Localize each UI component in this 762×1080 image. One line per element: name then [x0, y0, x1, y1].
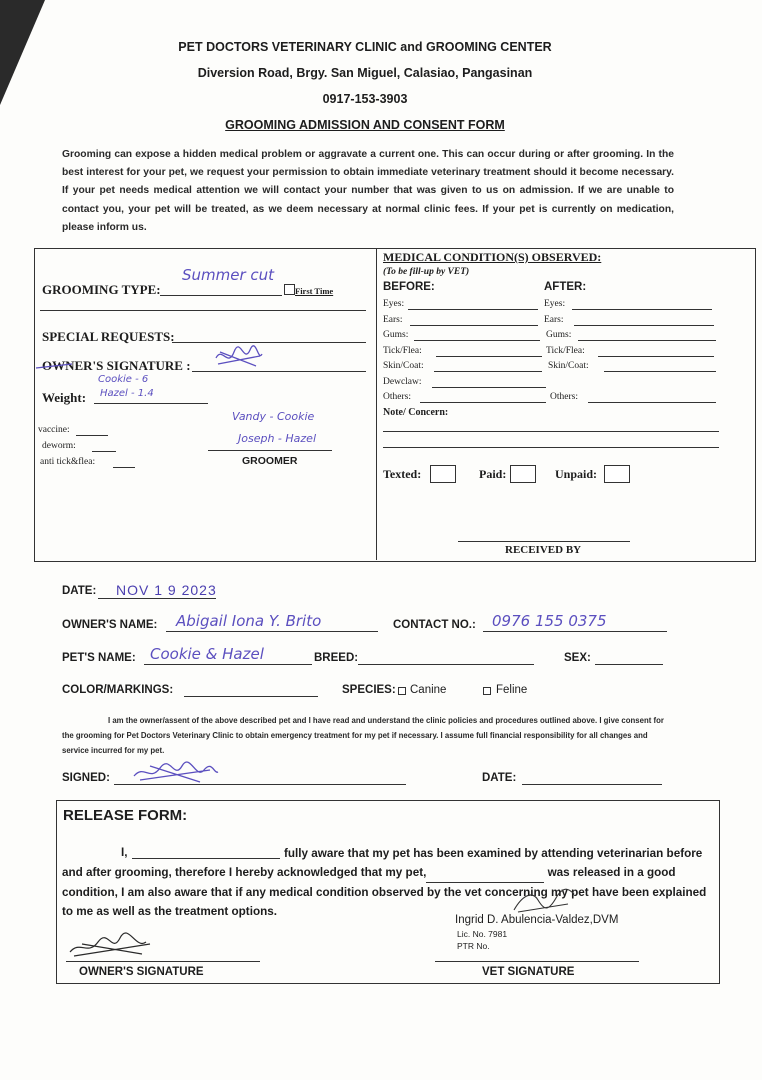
before-skin-line [434, 371, 542, 372]
intro-paragraph: Grooming can expose a hidden medical problem or aggravate a current one. This can occur during or after grooming. In the best interest for your pet, we request your permission to obtain immediate veterinary treatment should it become necessary. If your pet needs medical attention we will contact your number that was given to us on admission. If we are unable to contact you, your pet will be treated, as we deem necessary at normal clinic fees. If your pet is currently on medication, please inform us. [62, 149, 674, 233]
received-by-label: RECEIVED BY [505, 544, 582, 556]
texted-label: Texted: [383, 467, 422, 481]
after-skin: Skin/Coat: [548, 361, 589, 371]
medical-title: MEDICAL CONDITION(S) OBSERVED: [383, 250, 602, 264]
texted-checkbox[interactable] [430, 465, 456, 483]
deworm-line [92, 451, 116, 452]
feline-label: Feline [496, 684, 528, 696]
before-ears-line [410, 325, 538, 326]
owner-name-value: Abigail Iona Y. Brito [176, 612, 322, 630]
weight-line [94, 403, 208, 404]
weight-cookie: Cookie - 6 [98, 374, 149, 385]
pet-name-value: Cookie & Hazel [150, 645, 264, 663]
before-others-line [420, 402, 546, 403]
weight-label: Weight: [42, 390, 87, 405]
unpaid-checkbox[interactable] [604, 465, 630, 483]
after-tick-line [598, 356, 714, 357]
consent-text: I am the owner/assent of the above described pet and I have read and understand the clinic policies and procedures outlined above. I give consent for the grooming for Pet Doctors Veterinary Clinic to obtain emergency treatment for my pet if necessary. I assume full financial responsibility for all changes and service incurred for my pet. [62, 716, 664, 755]
owner-name-label: OWNER'S NAME: [62, 619, 158, 631]
color-markings-line [184, 696, 318, 697]
release-title: RELEASE FORM: [63, 807, 188, 824]
release-pet-line [426, 863, 544, 883]
canine-checkbox[interactable] [398, 687, 406, 695]
species-label: SPECIES: [342, 684, 396, 696]
note-line-1 [383, 431, 719, 432]
before-skin: Skin/Coat: [383, 361, 424, 371]
note-label: Note/ Concern: [383, 407, 449, 418]
form-title: GROOMING ADMISSION AND CONSENT FORM [225, 118, 505, 132]
after-ears-line [574, 325, 714, 326]
feline-checkbox[interactable] [483, 687, 491, 695]
date-line [98, 598, 216, 599]
before-gums: Gums: [383, 330, 409, 340]
pet-name-line [144, 664, 312, 665]
contact-label: CONTACT NO.: [393, 619, 476, 631]
first-time-checkbox[interactable] [284, 284, 295, 295]
weight-hazel: Hazel - 1.4 [100, 388, 154, 399]
before-eyes: Eyes: [383, 299, 405, 309]
after-eyes: Eyes: [544, 299, 566, 309]
release-text-part-2: was released in a good condition, I am also aware that if any medical condition observed by the vet concerning my pet have been explained to me as well as the treatment options. [62, 866, 707, 918]
grooming-type-line [160, 295, 282, 296]
contact-value: 0976 155 0375 [492, 612, 607, 630]
signed-label: SIGNED: [62, 772, 110, 784]
sex-line [595, 664, 663, 665]
after-others: Others: [550, 392, 578, 402]
owner-name-line [166, 631, 378, 632]
date2-line [522, 784, 662, 785]
groomer-line [208, 450, 332, 451]
grooming-type-value: Summer cut [182, 266, 275, 284]
before-dewclaw: Dewclaw: [383, 377, 422, 387]
owner-sig-line [66, 961, 260, 962]
groomer-hazel: Joseph - Hazel [238, 432, 316, 445]
box-divider [376, 249, 377, 560]
clinic-phone: 0917-153-3903 [322, 92, 408, 106]
paid-checkbox[interactable] [510, 465, 536, 483]
contact-line [483, 631, 667, 632]
vaccine-line [76, 435, 108, 436]
received-by-line [458, 541, 630, 542]
before-others: Others: [383, 392, 411, 402]
color-markings-label: COLOR/MARKINGS: [62, 684, 174, 696]
before-eyes-line [408, 309, 538, 310]
after-gums-line [578, 340, 716, 341]
before-tick-line [436, 356, 542, 357]
owner-signature-scribble [212, 344, 264, 372]
breed-line [358, 664, 534, 665]
owner-sig-label: OWNER'S SIGNATURE [79, 966, 204, 978]
after-skin-line [604, 371, 716, 372]
owner-release-signature-scribble [66, 930, 156, 960]
first-time-label: First Time [295, 286, 334, 296]
before-dewclaw-line [432, 387, 546, 388]
date2-label: DATE: [482, 772, 517, 784]
deworm-label: deworm: [42, 441, 76, 451]
clinic-address: Diversion Road, Brgy. San Miguel, Calasiao, Pangasinan [197, 66, 533, 80]
groomer-label: GROOMER [242, 455, 298, 467]
before-ears: Ears: [383, 315, 403, 325]
note-line-2 [383, 447, 719, 448]
owner-strike-mark [34, 360, 74, 372]
anti-tick-label: anti tick&flea: [40, 457, 96, 467]
grooming-type-line-2 [40, 310, 366, 311]
release-text-1 [62, 844, 714, 921]
after-gums: Gums: [546, 330, 572, 340]
special-requests-line [172, 342, 366, 343]
vet-ptr: PTR No. [457, 941, 490, 951]
unpaid-label: Unpaid: [555, 467, 598, 481]
medical-subtitle: (To be fill-up by VET) [383, 267, 470, 277]
after-label: AFTER: [544, 281, 587, 293]
vet-sig-label: VET SIGNATURE [482, 966, 575, 978]
pet-name-label: PET'S NAME: [62, 652, 136, 664]
after-eyes-line [572, 309, 712, 310]
breed-label: BREED: [314, 652, 359, 664]
signed-signature-scribble [130, 760, 220, 786]
anti-tick-line [113, 467, 135, 468]
after-ears: Ears: [544, 315, 564, 325]
clinic-name: PET DOCTORS VETERINARY CLINIC and GROOMING CENTER [178, 40, 552, 54]
after-tick: Tick/Flea: [546, 346, 585, 356]
vet-name: Ingrid D. Abulencia-Valdez,DVM [455, 914, 619, 926]
date-stamp: NOV 1 9 2023 [116, 582, 217, 598]
sex-label: SEX: [564, 652, 591, 664]
vaccine-label: vaccine: [38, 425, 70, 435]
before-label: BEFORE: [383, 281, 435, 293]
canine-label: Canine [410, 684, 447, 696]
special-requests-label: SPECIAL REQUESTS: [42, 329, 175, 344]
vet-license: Lic. No. 7981 [457, 929, 508, 939]
groomer-cookie: Vandy - Cookie [232, 410, 315, 423]
paid-label: Paid: [479, 467, 507, 481]
before-tick: Tick/Flea: [383, 346, 422, 356]
owner-signature-label: OWNER'S SIGNATURE : [42, 358, 191, 373]
grooming-type-label: GROOMING TYPE: [42, 282, 161, 297]
before-gums-line [414, 340, 540, 341]
vet-sig-line [435, 961, 639, 962]
date-label: DATE: [62, 585, 97, 597]
release-i: I, [121, 846, 128, 859]
release-text-part-1: fully aware that my pet has been examined by attending veterinarian before and after grooming, therefore I hereby acknowledged that my pet, [62, 847, 703, 879]
after-others-line [588, 402, 716, 403]
